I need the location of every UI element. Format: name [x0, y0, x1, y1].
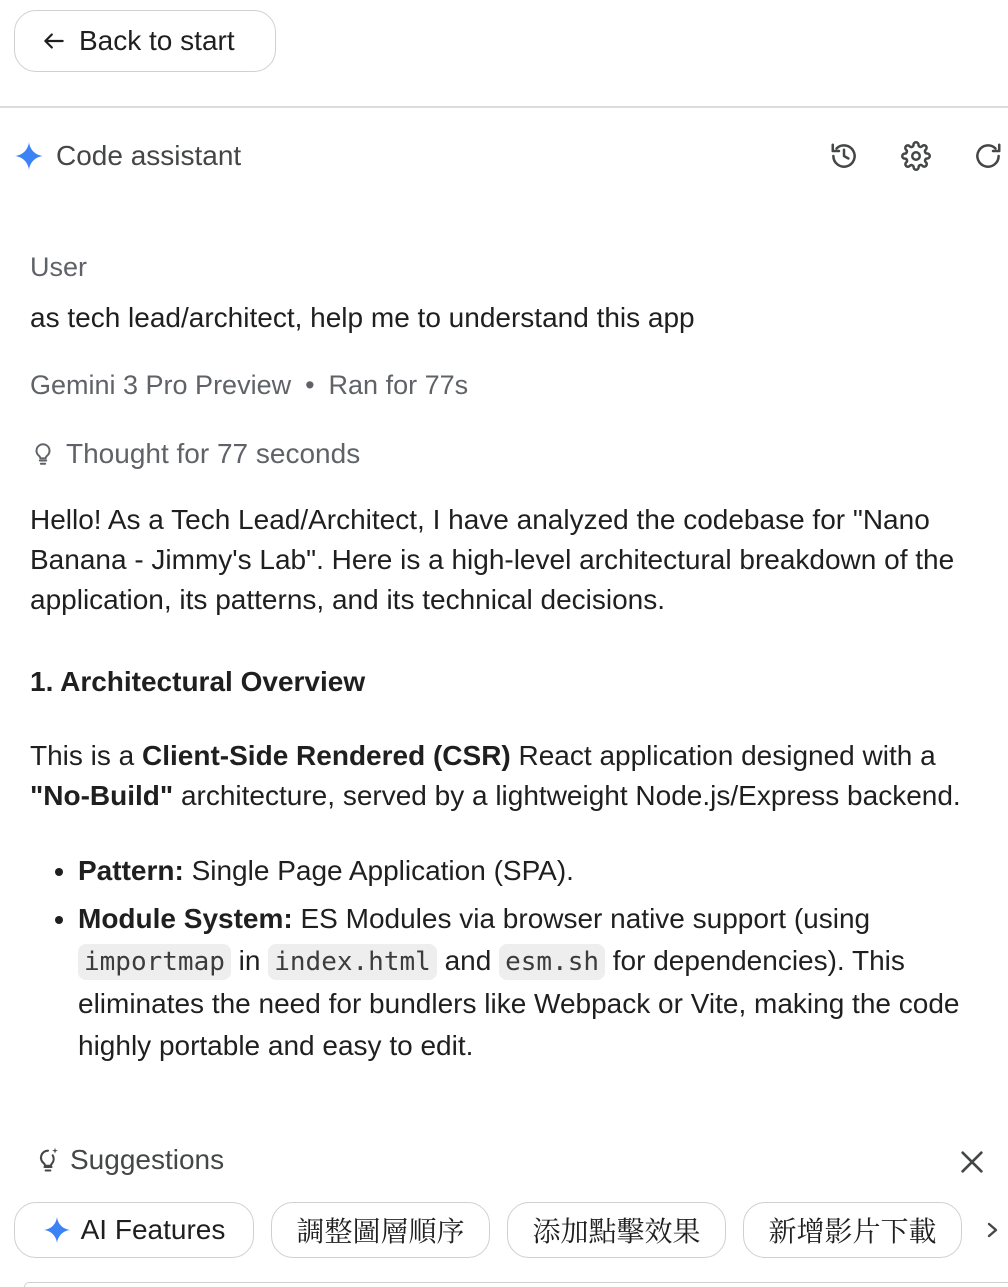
sparkle-icon	[14, 141, 44, 171]
input-box-edge	[24, 1282, 1008, 1287]
history-icon[interactable]	[826, 138, 862, 174]
overview-list	[30, 850, 1000, 1067]
close-icon[interactable]	[956, 1146, 988, 1178]
list-item: • Pattern: Single Page Application (SPA).	[78, 850, 1000, 892]
suggestions-header	[34, 1144, 224, 1176]
arrow-left-icon	[41, 28, 67, 54]
thought-toggle[interactable]	[30, 438, 360, 470]
run-time: Ran for 77s	[328, 370, 469, 400]
header-divider	[0, 106, 1008, 108]
lightbulb-sparkle-icon	[34, 1146, 62, 1174]
model-meta	[30, 370, 468, 401]
inline-code: importmap	[78, 944, 231, 980]
lightbulb-icon	[30, 441, 56, 467]
response-intro: Hello! As a Tech Lead/Architect, I have analyzed the codebase for "Nano Banana - Jimmy's Lab". Here is a high-level architectural breakdown of the application, its patterns, and its technical decisions.	[30, 504, 955, 615]
settings-icon[interactable]	[898, 138, 934, 174]
suggestion-chip[interactable]: 新增影片下載	[743, 1202, 962, 1258]
user-message: as tech lead/architect, help me to understand this app	[30, 302, 695, 333]
overview-paragraph: This is a Client-Side Rendered (CSR) React application designed with a "No-Build" architecture, served by a lightweight Node.js/Express backend.	[30, 740, 961, 811]
list-item: • Module System: ES Modules via browser native support (using importmap in index.html and esm.sh for dependencies). This eliminates the need for bundlers like Webpack or Vite, making the code highly portable and easy to edit.	[78, 898, 1000, 1067]
thought-label: Thought for 77 seconds	[66, 438, 361, 469]
suggestions-title: Suggestions	[70, 1144, 225, 1175]
meta-separator: •	[305, 370, 315, 400]
model-name: Gemini 3 Pro Preview	[30, 370, 292, 400]
inline-code: index.html	[268, 944, 437, 980]
suggestion-chip[interactable]: 調整圖層順序	[271, 1202, 490, 1258]
assistant-title: Code assistant	[56, 140, 242, 171]
suggestion-chip-ai-features[interactable]: AI Features	[14, 1202, 254, 1258]
assistant-header	[14, 136, 241, 176]
suggestion-chip[interactable]: 添加點擊效果	[507, 1202, 726, 1258]
back-to-start-button[interactable]	[14, 10, 276, 72]
back-to-start-label: Back to start	[79, 25, 235, 56]
refresh-icon[interactable]	[970, 138, 1006, 174]
inline-code: esm.sh	[499, 944, 605, 980]
section-heading: 1. Architectural Overview	[30, 666, 366, 697]
assistant-response	[30, 500, 1000, 1073]
sparkle-icon	[43, 1216, 71, 1244]
user-label: User	[30, 252, 88, 282]
chevron-right-icon[interactable]	[980, 1214, 1004, 1246]
